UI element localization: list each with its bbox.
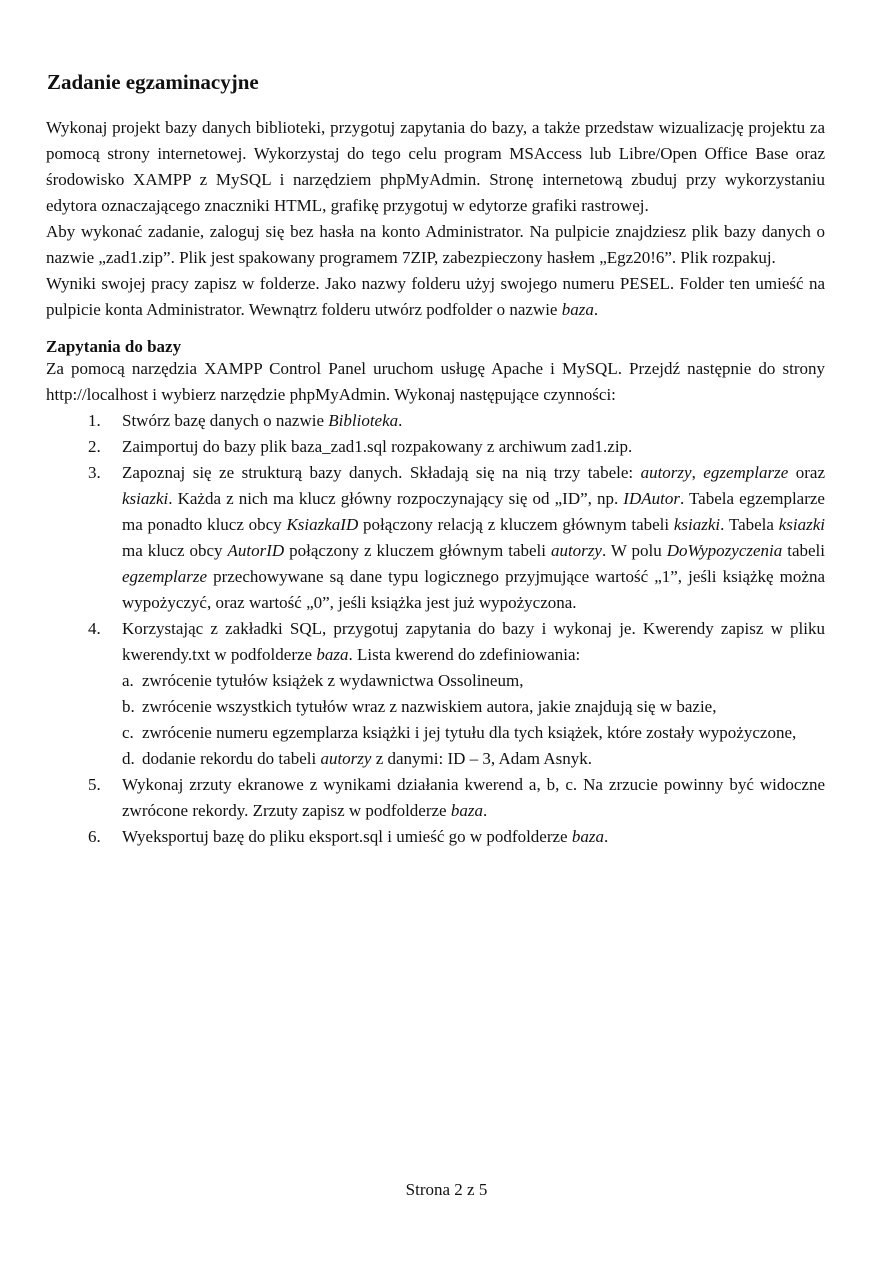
step-item xyxy=(46,460,825,616)
step-text: oraz xyxy=(788,463,825,482)
table-name: egzemplarze xyxy=(122,567,207,586)
intro-paragraph-3 xyxy=(46,271,825,323)
step-text-end: . xyxy=(603,827,609,846)
query-letter: d. xyxy=(122,749,135,768)
step-text: Stwórz bazę danych o nazwie xyxy=(122,411,329,430)
step-item xyxy=(46,824,825,850)
step-text: , xyxy=(691,463,704,482)
paragraph-end: . xyxy=(593,300,599,319)
step-text: połączony z kluczem głównym tabeli xyxy=(284,541,551,560)
step-number: 6. xyxy=(88,827,101,846)
query-text: zwrócenie wszystkich tytułów wraz z nazwiskiem autora, jakie znajdują się w bazie, xyxy=(142,697,717,716)
step-text: tabeli xyxy=(782,541,825,560)
page-footer: Strona 2 z 5 xyxy=(405,1180,488,1199)
section-intro: Za pomocą narzędzia XAMPP Control Panel uruchom usługę Apache i MySQL. Przejdź następnie do strony http://localhost i wybierz narzędzie phpMyAdmin. Wykonaj następujące czynności: xyxy=(46,359,825,404)
database-name: Biblioteka xyxy=(328,411,399,430)
field-name: IDAutor xyxy=(623,489,680,508)
step-item xyxy=(46,434,825,460)
intro-paragraph-2: Aby wykonać zadanie, zaloguj się bez hasła na konto Administrator. Na pulpicie znajdziesz plik bazy danych o nazwie „zad1.zip”. Plik jest spakowany programem 7ZIP, zabezpieczony hasłem „Egz20!6”. Plik rozpakuj. xyxy=(46,222,825,267)
step-number: 2. xyxy=(88,437,101,456)
query-letter: a. xyxy=(122,671,134,690)
query-letter: b. xyxy=(122,697,135,716)
query-text: zwrócenie tytułów książek z wydawnictwa Ossolineum, xyxy=(142,671,524,690)
step-text-end: . xyxy=(482,801,488,820)
section-heading: Zapytania do bazy xyxy=(46,337,182,356)
step-text-end: . xyxy=(398,411,403,430)
query-item xyxy=(122,694,825,720)
table-name: egzemplarze xyxy=(703,463,789,482)
table-name: autorzy xyxy=(550,541,602,560)
step-number: 5. xyxy=(88,775,101,794)
step-text: ma klucz obcy xyxy=(122,541,228,560)
step-number: 3. xyxy=(88,463,101,482)
step-text: . Tabela egzemplarze ma ponadto klucz obcy xyxy=(122,489,825,534)
step-number: 4. xyxy=(88,619,101,638)
paragraph-text: Wyniki swojej pracy zapisz w folderze. Jako nazwy folderu użyj swojego numeru PESEL. Folder ten umieść na pulpicie konta Administrator. Wewnątrz folderu utwórz podfolder o nazwie xyxy=(46,274,825,319)
step-text: przechowywane są dane typu logicznego przyjmujące wartość „1”, jeśli książkę można wypożyczyć, oraz wartość „0”, jeśli książka jest już wypożyczona. xyxy=(122,567,825,612)
field-name: DoWypozyczenia xyxy=(666,541,783,560)
step-text: Zaimportuj do bazy plik baza_zad1.sql rozpakowany z archiwum zad1.zip. xyxy=(122,437,633,456)
steps-list xyxy=(46,408,825,850)
folder-name: baza xyxy=(450,801,483,820)
folder-name: baza xyxy=(571,827,604,846)
table-name: ksiazki xyxy=(122,489,169,508)
table-name: ksiazki xyxy=(673,515,721,534)
table-name: autorzy xyxy=(640,463,692,482)
table-name: autorzy xyxy=(320,749,372,768)
step-text: . W polu xyxy=(601,541,667,560)
query-letter: c. xyxy=(122,723,134,742)
step-text: Wykonaj zrzuty ekranowe z wynikami działania kwerend a, b, c. Na zrzucie powinny być widoczne zwrócone rekordy. Zrzuty zapisz w podfolderze xyxy=(122,775,825,820)
query-text: dodanie rekordu do tabeli xyxy=(142,749,321,768)
step-text: . Każda z nich ma klucz główny rozpoczynający się od „ID”, np. xyxy=(168,489,624,508)
step-item xyxy=(46,408,825,434)
step-number: 1. xyxy=(88,411,101,430)
document-page xyxy=(46,68,825,850)
step-text: Zapoznaj się ze strukturą bazy danych. Składają się na nią trzy tabele: xyxy=(122,463,641,482)
step-text-end: . Lista kwerend do zdefiniowania: xyxy=(348,645,581,664)
step-text: połączony relacją z kluczem głównym tabeli xyxy=(358,515,674,534)
step-text: Wyeksportuj bazę do pliku eksport.sql i umieść go w podfolderze xyxy=(122,827,572,846)
document-title: Zadanie egzaminacyjne xyxy=(47,70,259,94)
intro-paragraph-1: Wykonaj projekt bazy danych biblioteki, przygotuj zapytania do bazy, a także przedstaw wizualizację projektu za pomocą strony internetowej. Wykorzystaj do tego celu program MSAccess lub Libre/Open Office Base oraz środowisko XAMPP z MySQL i narzędziem phpMyAdmin. Stronę internetową zbuduj przy wykorzystaniu edytora oznaczającego znaczniki HTML, grafikę przygotuj w edytorze grafiki rastrowej. xyxy=(46,118,825,215)
step-item xyxy=(46,772,825,824)
field-name: AutorID xyxy=(227,541,285,560)
query-list xyxy=(122,668,825,772)
intro-section xyxy=(46,115,825,323)
table-name: ksiazki xyxy=(778,515,825,534)
query-item xyxy=(122,720,825,746)
step-text: Korzystając z zakładki SQL, przygotuj zapytania do bazy i wykonaj je. Kwerendy zapisz w pliku kwerendy.txt w podfolderze xyxy=(122,619,825,664)
folder-name: baza xyxy=(316,645,349,664)
query-text-end: z danymi: ID – 3, Adam Asnyk. xyxy=(371,749,592,768)
step-item xyxy=(46,616,825,772)
field-name: KsiazkaID xyxy=(286,515,359,534)
query-item xyxy=(122,668,825,694)
query-item xyxy=(122,746,825,772)
query-text: zwrócenie numeru egzemplarza książki i jej tytułu dla tych książek, które zostały wypożyczone, xyxy=(142,723,797,742)
folder-name: baza xyxy=(561,300,594,319)
step-text: . Tabela xyxy=(720,515,779,534)
